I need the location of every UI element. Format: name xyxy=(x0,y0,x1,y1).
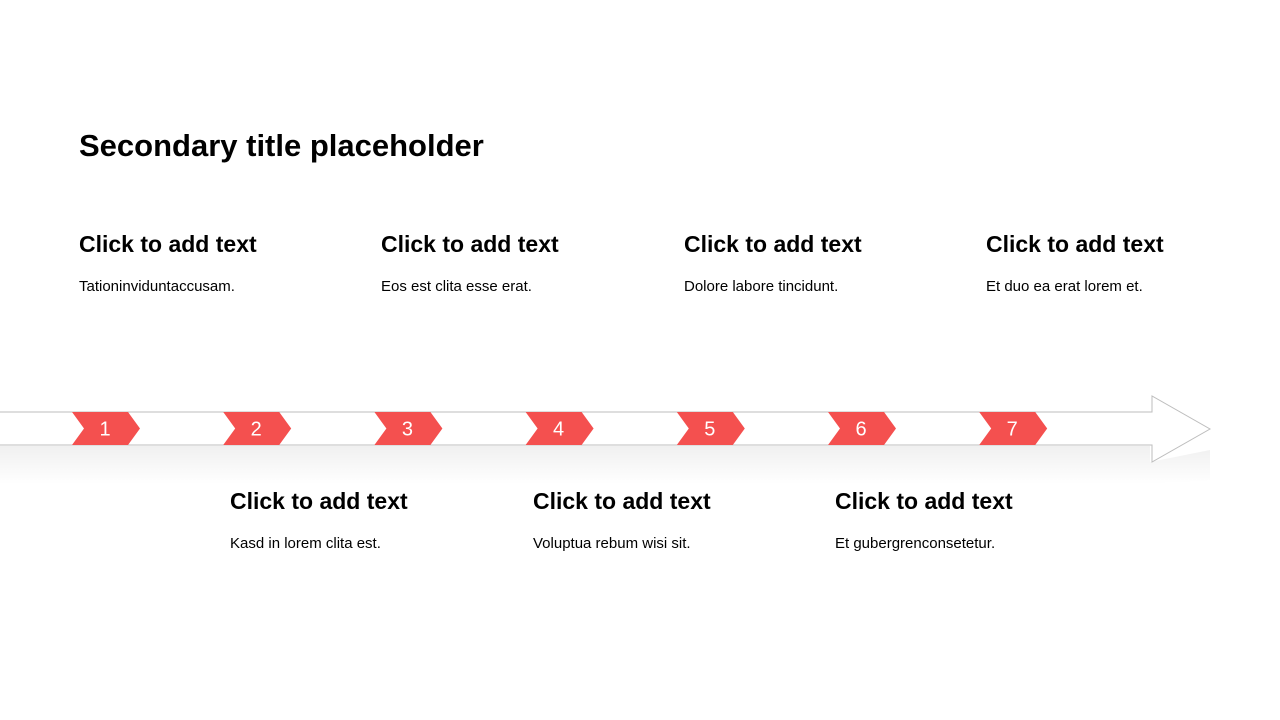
step-number-2: 2 xyxy=(250,418,262,441)
timeline-svg xyxy=(0,380,1280,490)
block-body[interactable]: Et gubergrenconsetetur. xyxy=(835,535,996,552)
block-heading[interactable]: Click to add text xyxy=(986,231,1164,257)
block-body[interactable]: Voluptua rebum wisi sit. xyxy=(533,535,691,552)
step-number-6: 6 xyxy=(855,418,867,441)
block-body[interactable]: Kasd in lorem clita est. xyxy=(230,535,381,552)
block-heading[interactable]: Click to add text xyxy=(835,488,1013,514)
block-heading[interactable]: Click to add text xyxy=(230,488,408,514)
top-text-block-4[interactable] xyxy=(986,229,1266,297)
step-number-5: 5 xyxy=(704,418,716,441)
top-text-block-3[interactable] xyxy=(684,229,964,297)
timeline xyxy=(0,380,1280,490)
step-number-4: 4 xyxy=(553,418,565,441)
bottom-text-block-3[interactable] xyxy=(835,486,1115,554)
block-heading[interactable]: Click to add text xyxy=(79,231,257,257)
arrow-shadow xyxy=(0,446,1210,484)
page-title[interactable]: Secondary title placeholder xyxy=(79,128,484,163)
top-text-block-1[interactable] xyxy=(79,229,359,297)
block-heading[interactable]: Click to add text xyxy=(381,231,559,257)
bottom-text-block-1[interactable] xyxy=(230,486,510,554)
block-heading[interactable]: Click to add text xyxy=(533,488,711,514)
step-number-7: 7 xyxy=(1006,418,1018,441)
block-body[interactable]: Et duo ea erat lorem et. xyxy=(986,278,1143,295)
bottom-text-block-2[interactable] xyxy=(533,486,813,554)
block-body[interactable]: Eos est clita esse erat. xyxy=(381,278,532,295)
block-body[interactable]: Tationinviduntaccusam. xyxy=(79,278,235,295)
step-number-3: 3 xyxy=(401,418,413,441)
block-heading[interactable]: Click to add text xyxy=(684,231,862,257)
block-body[interactable]: Dolore labore tincidunt. xyxy=(684,278,839,295)
step-number-1: 1 xyxy=(99,418,111,441)
top-text-block-2[interactable] xyxy=(381,229,661,297)
